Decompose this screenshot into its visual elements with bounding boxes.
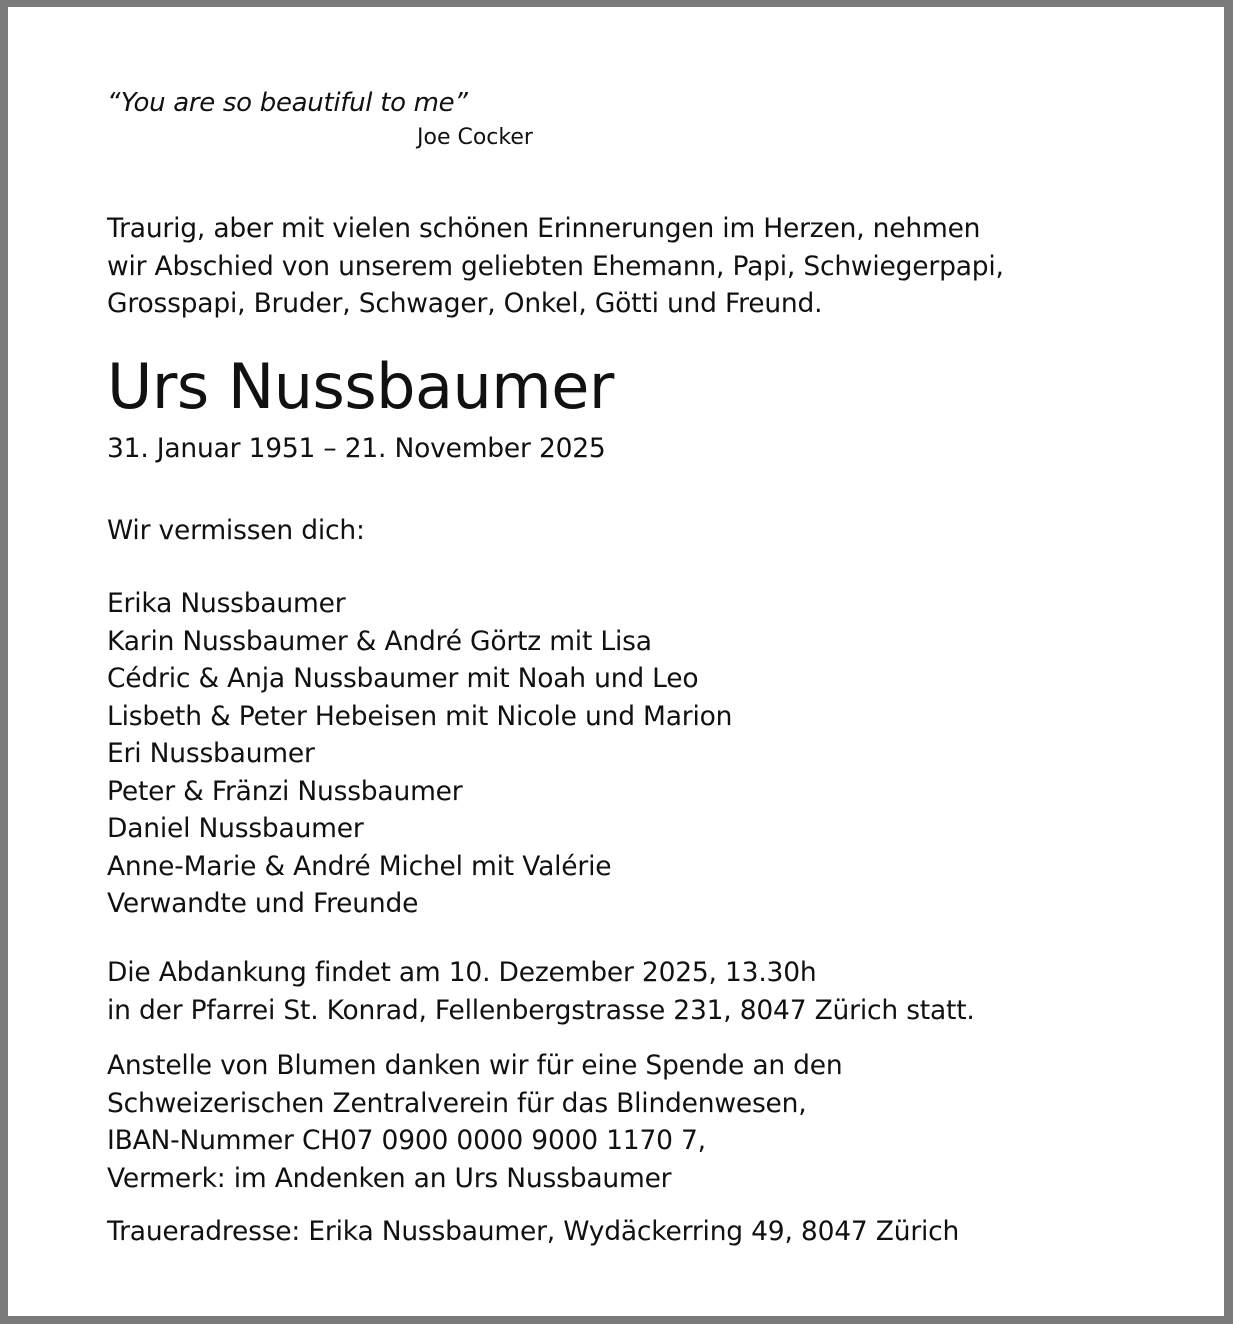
deceased-name: Urs Nussbaumer [107,350,614,423]
mourner: Lisbeth & Peter Hebeisen mit Nicole und Marion [107,700,733,732]
intro-line: wir Abschied von unserem geliebten Ehemann, Papi, Schwiegerpapi, [107,250,1004,282]
donation-info [107,1047,843,1197]
donation-line: Anstelle von Blumen danken wir für eine Spende an den [107,1050,843,1081]
life-dates: 31. Januar 1951 – 21. November 2025 [107,433,606,464]
service-line: Die Abdankung findet am 10. Dezember 2025, 13.30h [107,957,817,988]
donation-line: Schweizerischen Zentralverein für das Blindenwesen, [107,1087,807,1119]
quote: “You are so beautiful to me” [107,88,468,118]
mourner: Peter & Fränzi Nussbaumer [107,775,463,807]
mourners-list [107,585,732,923]
service-info [107,954,975,1029]
mourning-address: Traueradresse: Erika Nussbaumer, Wydäckerring 49, 8047 Zürich [107,1216,960,1247]
intro-text [107,210,1004,323]
mourner: Cédric & Anja Nussbaumer mit Noah und Leo [107,663,699,694]
donation-line: Vermerk: im Andenken an Urs Nussbaumer [107,1162,672,1194]
mourner: Verwandte und Freunde [107,888,419,919]
intro-line: Traurig, aber mit vielen schönen Erinnerungen im Herzen, nehmen [107,213,981,244]
service-line: in der Pfarrei St. Konrad, Fellenbergstrasse 231, 8047 Zürich statt. [107,994,975,1026]
mourner: Daniel Nussbaumer [107,813,364,844]
mourner: Anne-Marie & André Michel mit Valérie [107,850,612,882]
quote-author: Joe Cocker [417,125,533,150]
mourner: Karin Nussbaumer & André Görtz mit Lisa [107,625,652,657]
intro-line: Grosspapi, Bruder, Schwager, Onkel, Götti und Freund. [107,288,823,319]
mourner: Erika Nussbaumer [107,588,346,619]
miss-heading: Wir vermissen dich: [107,515,365,546]
donation-line: IBAN-Nummer CH07 0900 0000 9000 1170 7, [107,1125,706,1156]
obituary-page [8,7,1224,1316]
mourner: Eri Nussbaumer [107,738,315,769]
